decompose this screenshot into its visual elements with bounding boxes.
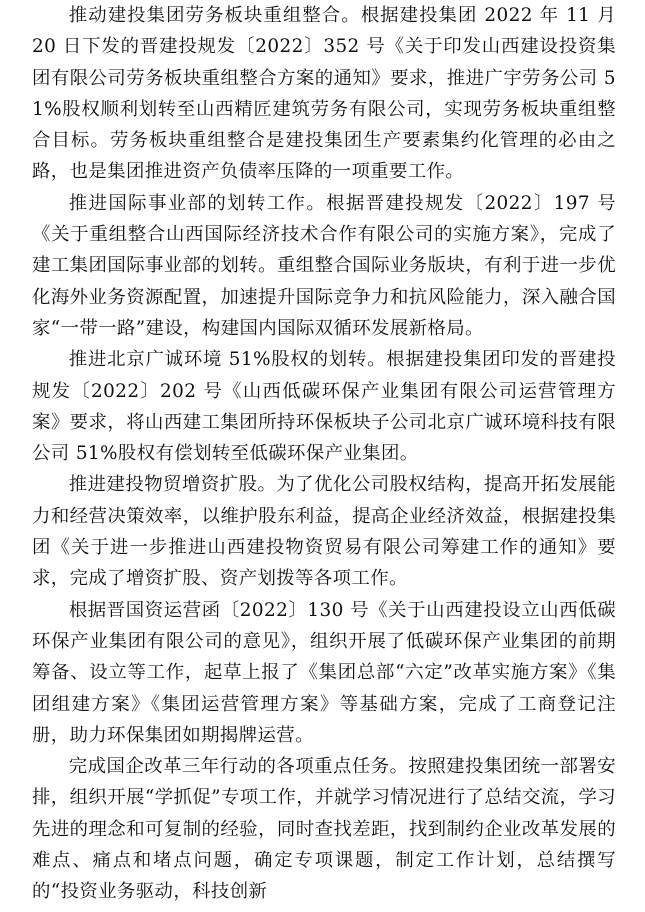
- paragraph-international-division-transfer: 推进国际事业部的划转工作。根据晋建投规发〔2022〕197 号《关于重组整合山西国际经济技术合作有限公司的实施方案》，完成了建工集团国际事业部的划转。重组整合国际业务版块，有利于进一步优化海外业务资源配置，加速提升国际竞争力和抗风险能力，深入融合国家“一带一路”建设，构建国内国际双循环发展新格局。: [32, 192, 616, 339]
- paragraph-beijing-guangcheng-equity-transfer: 推进北京广诚环境 51%股权的划转。根据建投集团印发的晋建投规发〔2022〕202 号《山西低碳环保产业集团有限公司运营管理方案》要求，将山西建工集团所持环保板块子公司北京广诚环境科技有限公司 51%股权有偿划转至低碳环保产业集团。: [32, 349, 616, 465]
- paragraph-soe-reform-three-year-action: 完成国企改革三年行动的各项重点任务。按照建投集团统一部署安排，组织开展“学抓促”专项工作，并就学习情况进行了总结交流，学习先进的理念和可复制的经验，同时查找差距，找到制约企业改革发展的难点、痛点和堵点问题，确定专项课题，制定工作计划，总结撰写的“投资业务驱动，科技创新: [32, 756, 616, 903]
- paragraph-low-carbon-group-establishment: 根据晋国资运营函〔2022〕130 号《关于山西建投设立山西低碳环保产业集团有限公司的意见》，组织开展了低碳环保产业集团的前期筹备、设立等工作，起草上报了《集团总部“六定”改革实施方案》《集团组建方案》《集团运营管理方案》等基础方案，完成了工商登记注册，助力环保集团如期揭牌运营。: [32, 599, 616, 746]
- paragraph-labor-sector-restructuring: 推动建投集团劳务板块重组整合。根据建投集团 2022 年 11 月 20 日下发的晋建投规发〔2022〕352 号《关于印发山西建设投资集团有限公司劳务板块重组整合方案的通知》要求，推进广宇劳务公司 51%股权顺利划转至山西精匠建筑劳务有限公司，实现劳务板块重组整合目标。劳务板块重组整合是建投集团生产要素集约化管理的必由之路，也是集团推进资产负债率压降的一项重要工作。: [32, 5, 616, 183]
- document-page: [32, 0, 616, 912]
- paragraph-materials-trading-capital-increase: 推进建投物贸增资扩股。为了优化公司股权结构，提高开拓发展能力和经营决策效率，以维护股东利益，提高企业经济效益，根据建投集团《关于进一步推进山西建投物资贸易有限公司筹建工作的通知》要求，完成了增资扩股、资产划拨等各项工作。: [32, 474, 616, 590]
